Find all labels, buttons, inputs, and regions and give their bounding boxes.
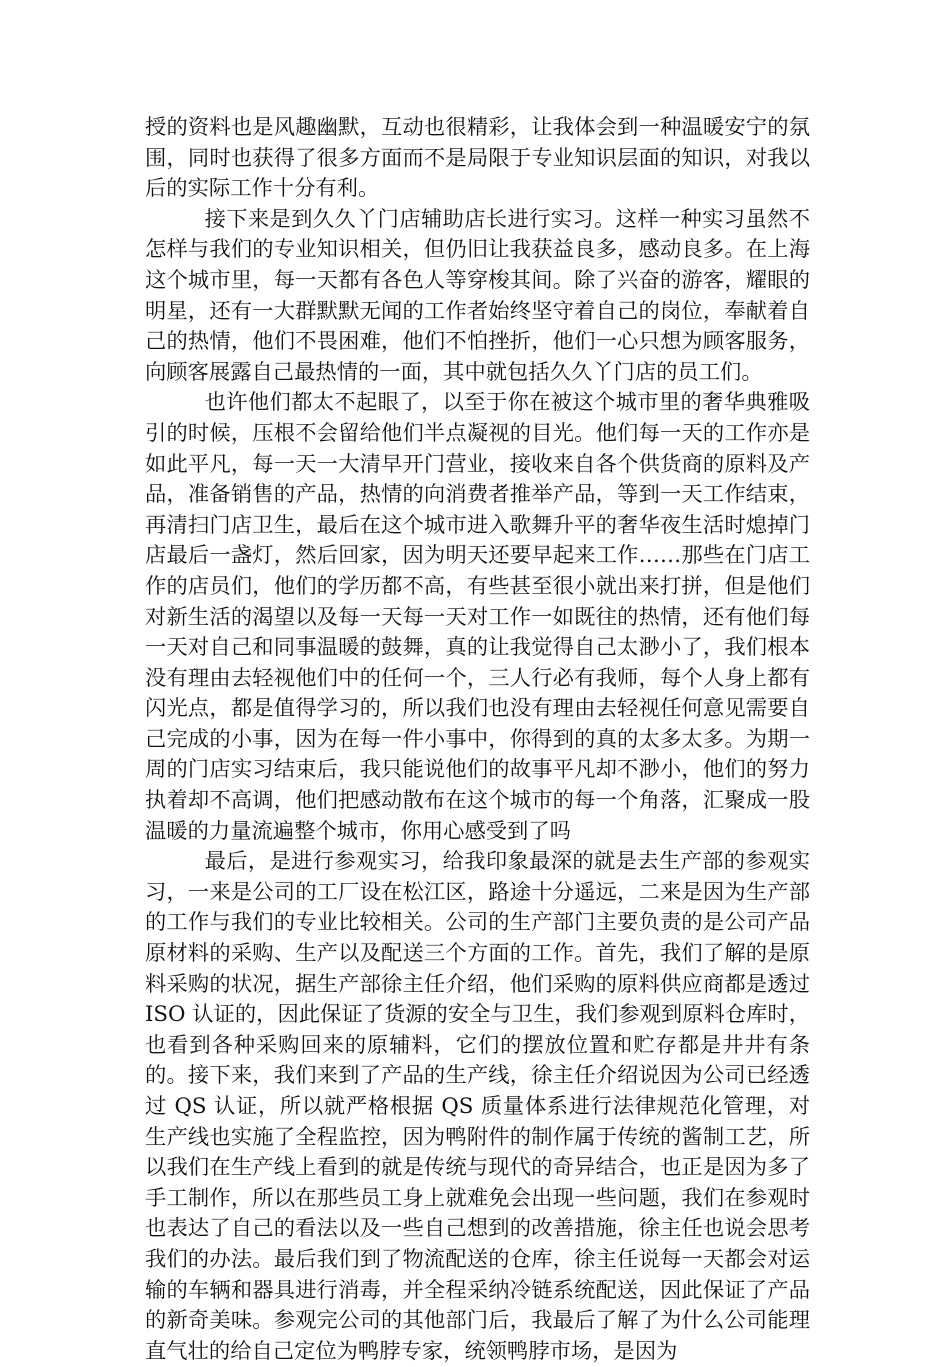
document-body [145, 113, 810, 1367]
paragraph-2: 接下来是到久久丫门店辅助店长进行实习。这样一种实习虽然不怎样与我们的专业知识相关，但仍旧让我获益良多，感动良多。在上海这个城市里，每一天都有各色人等穿梭其间。除了兴奋的游客，耀眼的明星，还有一大群默默无闻的工作者始终坚守着自己的岗位，奉献着自己的热情，他们不畏困难，他们不怕挫折，他们一心只想为顾客服务，向顾客展露自己最热情的一面，其中就包括久久丫门店的员工们。 [145, 206, 810, 385]
paragraph-4: 最后，是进行参观实习，给我印象最深的就是去生产部的参观实习，一来是公司的工厂设在松江区，路途十分遥远，二来是因为生产部的工作与我们的专业比较相关。公司的生产部门主要负责的是公司产品原材料的采购、生产以及配送三个方面的工作。首先，我们了解的是原料采购的状况，据生产部徐主任介绍，他们采购的原料供应商都是透过 ISO 认证的，因此保证了货源的安全与卫生，我们参观到原料仓库时，也看到各种采购回来的原辅料，它们的摆放位置和贮存都是井井有条的。接下来，我们来到了产品的生产线，徐主任介绍说因为公司已经透过 QS 认证，所以就严格根据 QS 质量体系进行法律规范化管理，对生产线也实施了全程监控，因为鸭附件的制作属于传统的酱制工艺，所以我们在生产线上看到的就是传统与现代的奇异结合，也正是因为多了手工制作，所以在那些员工身上就难免会出现一些问题，我们在参观时也表达了自己的看法以及一些自己想到的改善措施，徐主任也说会思考我们的办法。最后我们到了物流配送的仓库，徐主任说每一天都会对运输的车辆和器具进行消毒，并全程采纳冷链系统配送，因此保证了产品的新奇美味。参观完公司的其他部门后，我最后了解了为什么公司能理直气壮的给自己定位为鸭脖专家，统领鸭脖市场，是因为 [145, 849, 810, 1364]
paragraph-1: 授的资料也是风趣幽默，互动也很精彩，让我体会到一种温暖安宁的氛围，同时也获得了很多方面而不是局限于专业知识层面的知识，对我以后的实际工作十分有利。 [145, 115, 810, 202]
paragraph-3: 也许他们都太不起眼了，以至于你在被这个城市里的奢华典雅吸引的时候，压根不会留给他们半点凝视的目光。他们每一天的工作亦是如此平凡，每一天一大清早开门营业，接收来自各个供货商的原料及产品，准备销售的产品，热情的向消费者推举产品，等到一天工作结束，再清扫门店卫生，最后在这个城市进入歌舞升平的奢华夜生活时熄掉门店最后一盏灯，然后回家，因为明天还要早起来工作……那些在门店工作的店员们，他们的学历都不高，有些甚至很小就出来打拼，但是他们对新生活的渴望以及每一天每一天对工作一如既往的热情，还有他们每一天对自己和同事温暖的鼓舞，真的让我觉得自己太渺小了，我们根本没有理由去轻视他们中的任何一个，三人行必有我师，每个人身上都有闪光点，都是值得学习的，所以我们也没有理由去轻视任何意见需要自己完成的小事，因为在每一件小事中，你得到的真的太多太多。为期一周的门店实习结束后，我只能说他们的故事平凡却不渺小，他们的努力执着却不高调，他们把感动散布在这个城市的每一个角落，汇聚成一股温暖的力量流遍整个城市，你用心感受到了吗 [145, 390, 810, 844]
